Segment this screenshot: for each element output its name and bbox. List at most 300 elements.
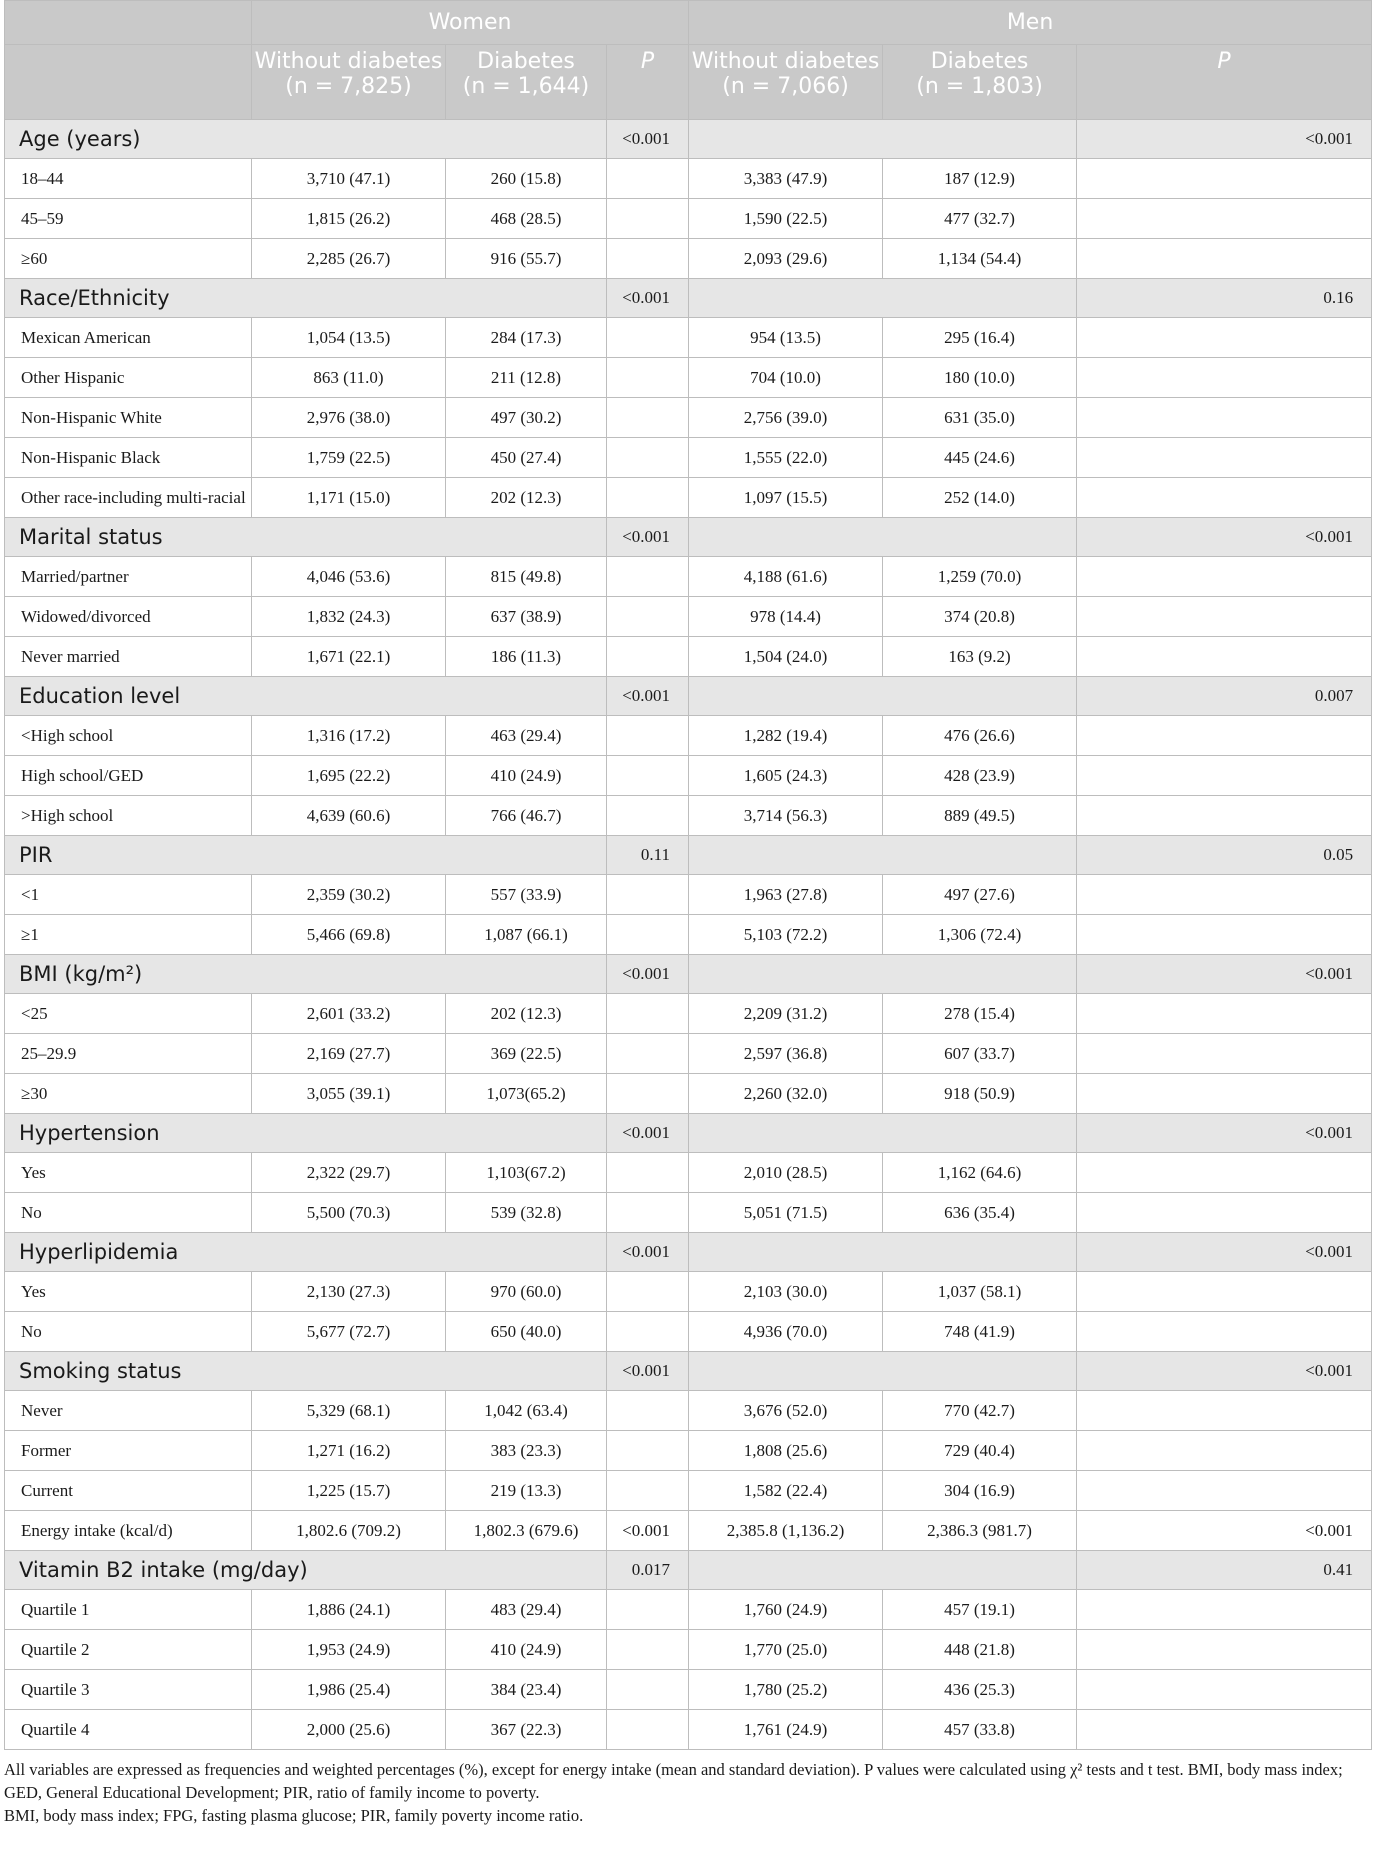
cell-women-p [607, 1710, 689, 1750]
row-label: Widowed/divorced [5, 597, 252, 637]
section-p-men: <0.001 [1077, 120, 1372, 159]
cell-women-diabetes: 450 (27.4) [446, 438, 607, 478]
cell-women-p [607, 1431, 689, 1471]
table-row [5, 358, 1372, 398]
cell-women-without-diabetes: 2,359 (30.2) [252, 875, 446, 915]
section-blank [689, 836, 1077, 875]
cell-men-diabetes: 770 (42.7) [883, 1391, 1077, 1431]
table-container [4, 0, 1371, 1750]
cell-men-diabetes: 2,386.3 (981.7) [883, 1511, 1077, 1551]
row-label: Non-Hispanic Black [5, 438, 252, 478]
row-label: 18–44 [5, 159, 252, 199]
cell-women-diabetes: 211 (12.8) [446, 358, 607, 398]
cell-men-p [1077, 1431, 1372, 1471]
cell-men-diabetes: 918 (50.9) [883, 1074, 1077, 1114]
header-label: Without diabetes [691, 49, 880, 74]
cell-men-diabetes: 889 (49.5) [883, 796, 1077, 836]
cell-men-without-diabetes: 2,209 (31.2) [689, 994, 883, 1034]
row-label: Current [5, 1471, 252, 1511]
table-row [5, 637, 1372, 677]
cell-men-p [1077, 1471, 1372, 1511]
cell-women-p [607, 597, 689, 637]
cell-women-diabetes: 384 (23.4) [446, 1670, 607, 1710]
cell-men-p [1077, 239, 1372, 279]
cell-men-without-diabetes: 3,383 (47.9) [689, 159, 883, 199]
cell-women-diabetes: 1,103(67.2) [446, 1153, 607, 1193]
cell-women-diabetes: 650 (40.0) [446, 1312, 607, 1352]
cell-men-p [1077, 597, 1372, 637]
cell-men-diabetes: 476 (26.6) [883, 716, 1077, 756]
cell-men-without-diabetes: 1,582 (22.4) [689, 1471, 883, 1511]
cell-women-p [607, 478, 689, 518]
row-label: Never [5, 1391, 252, 1431]
cell-men-without-diabetes: 1,760 (24.9) [689, 1590, 883, 1630]
cell-women-without-diabetes: 863 (11.0) [252, 358, 446, 398]
cell-men-without-diabetes: 4,188 (61.6) [689, 557, 883, 597]
table-row [5, 1710, 1372, 1750]
table-row [5, 796, 1372, 836]
cell-women-diabetes: 410 (24.9) [446, 1630, 607, 1670]
cell-men-p [1077, 1034, 1372, 1074]
table-row [5, 875, 1372, 915]
header-label: Without diabetes [254, 49, 443, 74]
section-p-women: 0.017 [607, 1551, 689, 1590]
section-p-men: <0.001 [1077, 1114, 1372, 1153]
cell-women-diabetes: 284 (17.3) [446, 318, 607, 358]
cell-women-diabetes: 916 (55.7) [446, 239, 607, 279]
table-row [5, 398, 1372, 438]
cell-women-without-diabetes: 3,055 (39.1) [252, 1074, 446, 1114]
section-label: Hypertension [5, 1114, 607, 1153]
table-row [5, 1074, 1372, 1114]
table-row [5, 756, 1372, 796]
cell-women-without-diabetes: 5,466 (69.8) [252, 915, 446, 955]
section-label: PIR [5, 836, 607, 875]
table-footnotes [4, 1758, 1371, 1827]
cell-women-without-diabetes: 1,953 (24.9) [252, 1630, 446, 1670]
table-row [5, 1193, 1372, 1233]
table-row [5, 199, 1372, 239]
table-row [5, 1312, 1372, 1352]
row-label: No [5, 1312, 252, 1352]
cell-men-without-diabetes: 3,714 (56.3) [689, 796, 883, 836]
section-p-men: <0.001 [1077, 518, 1372, 557]
table-row [5, 478, 1372, 518]
cell-men-p [1077, 637, 1372, 677]
cell-men-p [1077, 1153, 1372, 1193]
cell-women-without-diabetes: 1,759 (22.5) [252, 438, 446, 478]
cell-men-diabetes: 1,306 (72.4) [883, 915, 1077, 955]
table-row [5, 1034, 1372, 1074]
cell-women-diabetes: 637 (38.9) [446, 597, 607, 637]
cell-men-without-diabetes: 1,780 (25.2) [689, 1670, 883, 1710]
cell-women-diabetes: 1,042 (63.4) [446, 1391, 607, 1431]
header-label: Diabetes [477, 49, 575, 74]
section-blank [689, 955, 1077, 994]
cell-women-without-diabetes: 2,976 (38.0) [252, 398, 446, 438]
row-label: <High school [5, 716, 252, 756]
row-label: <25 [5, 994, 252, 1034]
table-row [5, 1670, 1372, 1710]
footnote-1: All variables are expressed as frequencies and weighted percentages (%), except for energy intake (mean and standard deviation). P values were calculated using χ² tests and t test. BMI, body mass index; GED, General Educational Development; PIR, ratio of family income to poverty. [4, 1760, 1343, 1802]
footnote-2: BMI, body mass index; FPG, fasting plasma glucose; PIR, family poverty income ratio. [4, 1806, 584, 1825]
cell-women-diabetes: 367 (22.3) [446, 1710, 607, 1750]
row-label: 25–29.9 [5, 1034, 252, 1074]
section-header-row [5, 120, 1372, 159]
table-row [5, 438, 1372, 478]
section-blank [689, 518, 1077, 557]
cell-women-without-diabetes: 1,171 (15.0) [252, 478, 446, 518]
section-header-row [5, 677, 1372, 716]
cell-women-diabetes: 202 (12.3) [446, 994, 607, 1034]
cell-men-without-diabetes: 1,761 (24.9) [689, 1710, 883, 1750]
row-label: No [5, 1193, 252, 1233]
row-label: ≥30 [5, 1074, 252, 1114]
cell-women-diabetes: 383 (23.3) [446, 1431, 607, 1471]
cell-men-diabetes: 180 (10.0) [883, 358, 1077, 398]
cell-women-without-diabetes: 5,677 (72.7) [252, 1312, 446, 1352]
table-row [5, 915, 1372, 955]
cell-women-without-diabetes: 2,130 (27.3) [252, 1272, 446, 1312]
section-blank [689, 677, 1077, 716]
cell-women-without-diabetes: 2,601 (33.2) [252, 994, 446, 1034]
cell-men-diabetes: 1,162 (64.6) [883, 1153, 1077, 1193]
section-header-row [5, 1352, 1372, 1391]
cell-men-without-diabetes: 5,051 (71.5) [689, 1193, 883, 1233]
cell-men-p [1077, 1670, 1372, 1710]
cell-men-p [1077, 1391, 1372, 1431]
cell-men-diabetes: 1,134 (54.4) [883, 239, 1077, 279]
cell-men-p [1077, 796, 1372, 836]
table-row [5, 239, 1372, 279]
table-row [5, 994, 1372, 1034]
section-p-men: <0.001 [1077, 955, 1372, 994]
section-p-men: <0.001 [1077, 1352, 1372, 1391]
cell-women-p [607, 159, 689, 199]
cell-men-diabetes: 187 (12.9) [883, 159, 1077, 199]
header-men: Men [689, 1, 1372, 45]
cell-women-without-diabetes: 1,986 (25.4) [252, 1670, 446, 1710]
header-men-without-diabetes [689, 45, 883, 120]
section-p-women: <0.001 [607, 955, 689, 994]
cell-men-without-diabetes: 1,590 (22.5) [689, 199, 883, 239]
section-header-row [5, 836, 1372, 875]
row-label: Energy intake (kcal/d) [5, 1511, 252, 1551]
table-row [5, 1630, 1372, 1670]
section-p-women: <0.001 [607, 518, 689, 557]
cell-men-without-diabetes: 1,555 (22.0) [689, 438, 883, 478]
cell-women-p [607, 239, 689, 279]
cell-men-p [1077, 398, 1372, 438]
section-p-women: <0.001 [607, 1352, 689, 1391]
cell-men-diabetes: 163 (9.2) [883, 637, 1077, 677]
section-blank [689, 1233, 1077, 1272]
cell-women-diabetes: 1,087 (66.1) [446, 915, 607, 955]
section-p-women: <0.001 [607, 279, 689, 318]
cell-women-without-diabetes: 1,695 (22.2) [252, 756, 446, 796]
row-label: Other Hispanic [5, 358, 252, 398]
row-label: ≥1 [5, 915, 252, 955]
header-n: (n = 7,825) [285, 74, 412, 99]
section-p-men: 0.41 [1077, 1551, 1372, 1590]
cell-women-diabetes: 369 (22.5) [446, 1034, 607, 1074]
section-header-row [5, 1233, 1372, 1272]
cell-women-p [607, 1074, 689, 1114]
section-label: BMI (kg/m²) [5, 955, 607, 994]
cell-women-without-diabetes: 5,329 (68.1) [252, 1391, 446, 1431]
cell-men-p [1077, 1272, 1372, 1312]
table-row [5, 557, 1372, 597]
cell-women-p [607, 1391, 689, 1431]
section-label: Vitamin B2 intake (mg/day) [5, 1551, 607, 1590]
cell-women-without-diabetes: 1,316 (17.2) [252, 716, 446, 756]
cell-men-without-diabetes: 4,936 (70.0) [689, 1312, 883, 1352]
cell-women-diabetes: 557 (33.9) [446, 875, 607, 915]
section-blank [689, 1352, 1077, 1391]
cell-women-without-diabetes: 2,285 (26.7) [252, 239, 446, 279]
cell-women-diabetes: 410 (24.9) [446, 756, 607, 796]
cell-women-diabetes: 1,802.3 (679.6) [446, 1511, 607, 1551]
cell-men-diabetes: 457 (33.8) [883, 1710, 1077, 1750]
section-label: Age (years) [5, 120, 607, 159]
cell-men-without-diabetes: 2,756 (39.0) [689, 398, 883, 438]
table-row [5, 1511, 1372, 1551]
section-p-men: 0.007 [1077, 677, 1372, 716]
cell-women-without-diabetes: 1,832 (24.3) [252, 597, 446, 637]
cell-men-diabetes: 477 (32.7) [883, 199, 1077, 239]
table-row [5, 1153, 1372, 1193]
section-p-women: <0.001 [607, 1114, 689, 1153]
cell-women-without-diabetes: 1,054 (13.5) [252, 318, 446, 358]
header-n: (n = 1,644) [462, 74, 590, 99]
cell-women-p [607, 716, 689, 756]
section-p-women: <0.001 [607, 677, 689, 716]
cell-men-p [1077, 1074, 1372, 1114]
row-label: Quartile 1 [5, 1590, 252, 1630]
cell-women-diabetes: 202 (12.3) [446, 478, 607, 518]
cell-women-without-diabetes: 1,886 (24.1) [252, 1590, 446, 1630]
cell-men-diabetes: 278 (15.4) [883, 994, 1077, 1034]
cell-men-without-diabetes: 2,385.8 (1,136.2) [689, 1511, 883, 1551]
cell-women-p [607, 915, 689, 955]
cell-men-p [1077, 875, 1372, 915]
cell-women-diabetes: 539 (32.8) [446, 1193, 607, 1233]
cell-men-without-diabetes: 1,504 (24.0) [689, 637, 883, 677]
cell-men-without-diabetes: 1,097 (15.5) [689, 478, 883, 518]
cell-men-diabetes: 457 (19.1) [883, 1590, 1077, 1630]
cell-women-without-diabetes: 2,169 (27.7) [252, 1034, 446, 1074]
cell-women-p [607, 318, 689, 358]
cell-men-without-diabetes: 1,770 (25.0) [689, 1630, 883, 1670]
cell-women-diabetes: 219 (13.3) [446, 1471, 607, 1511]
header-women: Women [252, 1, 689, 45]
cell-women-diabetes: 815 (49.8) [446, 557, 607, 597]
cell-men-p [1077, 1193, 1372, 1233]
header-n: (n = 7,066) [722, 74, 849, 99]
cell-women-without-diabetes: 3,710 (47.1) [252, 159, 446, 199]
cell-men-diabetes: 436 (25.3) [883, 1670, 1077, 1710]
cell-women-p [607, 796, 689, 836]
section-header-row [5, 518, 1372, 557]
row-label: Married/partner [5, 557, 252, 597]
cell-men-without-diabetes: 1,808 (25.6) [689, 1431, 883, 1471]
cell-women-p [607, 1670, 689, 1710]
cell-women-without-diabetes: 1,225 (15.7) [252, 1471, 446, 1511]
cell-men-without-diabetes: 704 (10.0) [689, 358, 883, 398]
section-blank [689, 279, 1077, 318]
row-label: Mexican American [5, 318, 252, 358]
cell-women-p [607, 875, 689, 915]
section-blank [689, 120, 1077, 159]
cell-men-p [1077, 994, 1372, 1034]
cell-women-without-diabetes: 4,046 (53.6) [252, 557, 446, 597]
header-row-columns [5, 45, 1372, 120]
cell-men-diabetes: 497 (27.6) [883, 875, 1077, 915]
cell-men-diabetes: 304 (16.9) [883, 1471, 1077, 1511]
cell-women-diabetes: 483 (29.4) [446, 1590, 607, 1630]
row-label: >High school [5, 796, 252, 836]
section-p-women: <0.001 [607, 1233, 689, 1272]
cell-men-p [1077, 478, 1372, 518]
row-label: High school/GED [5, 756, 252, 796]
table-row [5, 159, 1372, 199]
cell-women-p [607, 1193, 689, 1233]
cell-women-without-diabetes: 2,000 (25.6) [252, 1710, 446, 1750]
cell-women-diabetes: 186 (11.3) [446, 637, 607, 677]
cell-women-without-diabetes: 1,271 (16.2) [252, 1431, 446, 1471]
table-row [5, 1471, 1372, 1511]
section-header-row [5, 1114, 1372, 1153]
row-label: Yes [5, 1272, 252, 1312]
cell-women-p [607, 557, 689, 597]
cell-men-diabetes: 748 (41.9) [883, 1312, 1077, 1352]
cell-women-p [607, 438, 689, 478]
section-p-women: <0.001 [607, 120, 689, 159]
cell-women-without-diabetes: 1,671 (22.1) [252, 637, 446, 677]
cell-men-diabetes: 252 (14.0) [883, 478, 1077, 518]
row-label: Quartile 2 [5, 1630, 252, 1670]
cell-men-p [1077, 557, 1372, 597]
cell-women-diabetes: 1,073(65.2) [446, 1074, 607, 1114]
cell-men-p [1077, 716, 1372, 756]
cell-women-p [607, 199, 689, 239]
cell-men-diabetes: 295 (16.4) [883, 318, 1077, 358]
section-label: Hyperlipidemia [5, 1233, 607, 1272]
cell-men-p [1077, 438, 1372, 478]
cell-men-p [1077, 1590, 1372, 1630]
header-men-diabetes [883, 45, 1077, 120]
cell-women-p [607, 756, 689, 796]
cell-men-p [1077, 756, 1372, 796]
table-row [5, 1431, 1372, 1471]
row-label: ≥60 [5, 239, 252, 279]
cell-men-diabetes: 374 (20.8) [883, 597, 1077, 637]
cell-men-without-diabetes: 1,282 (19.4) [689, 716, 883, 756]
cell-men-p [1077, 915, 1372, 955]
cell-women-without-diabetes: 5,500 (70.3) [252, 1193, 446, 1233]
row-label: 45–59 [5, 199, 252, 239]
section-label: Education level [5, 677, 607, 716]
cell-men-diabetes: 428 (23.9) [883, 756, 1077, 796]
cell-men-without-diabetes: 978 (14.4) [689, 597, 883, 637]
header-blank-2 [5, 45, 252, 120]
table-row [5, 597, 1372, 637]
cell-women-p [607, 1272, 689, 1312]
header-n: (n = 1,803) [916, 74, 1043, 99]
cell-men-without-diabetes: 2,103 (30.0) [689, 1272, 883, 1312]
cell-men-without-diabetes: 5,103 (72.2) [689, 915, 883, 955]
table-row [5, 1272, 1372, 1312]
cell-women-diabetes: 260 (15.8) [446, 159, 607, 199]
cell-men-diabetes: 607 (33.7) [883, 1034, 1077, 1074]
row-label: Other race-including multi-racial [5, 478, 252, 518]
cell-men-diabetes: 445 (24.6) [883, 438, 1077, 478]
cell-men-diabetes: 636 (35.4) [883, 1193, 1077, 1233]
cell-men-without-diabetes: 2,260 (32.0) [689, 1074, 883, 1114]
cell-women-p [607, 1471, 689, 1511]
table-row [5, 1391, 1372, 1431]
section-blank [689, 1551, 1077, 1590]
cell-women-p [607, 1630, 689, 1670]
cell-women-p [607, 994, 689, 1034]
header-blank [5, 1, 252, 45]
cell-women-without-diabetes: 1,815 (26.2) [252, 199, 446, 239]
table-row [5, 318, 1372, 358]
section-label: Race/Ethnicity [5, 279, 607, 318]
cell-women-p [607, 1312, 689, 1352]
cell-men-p [1077, 1710, 1372, 1750]
cell-women-p [607, 1034, 689, 1074]
cell-women-p [607, 637, 689, 677]
cell-women-p [607, 1590, 689, 1630]
section-p-men: <0.001 [1077, 1233, 1372, 1272]
cell-women-without-diabetes: 4,639 (60.6) [252, 796, 446, 836]
header-women-diabetes [446, 45, 607, 120]
cell-men-without-diabetes: 954 (13.5) [689, 318, 883, 358]
row-label: Yes [5, 1153, 252, 1193]
cell-men-diabetes: 448 (21.8) [883, 1630, 1077, 1670]
cell-men-diabetes: 1,037 (58.1) [883, 1272, 1077, 1312]
cell-men-without-diabetes: 1,963 (27.8) [689, 875, 883, 915]
cell-men-without-diabetes: 2,010 (28.5) [689, 1153, 883, 1193]
cell-men-p [1077, 1630, 1372, 1670]
header-label: Diabetes [930, 49, 1029, 74]
header-men-p: P [1077, 45, 1372, 120]
row-label: <1 [5, 875, 252, 915]
cell-men-p [1077, 318, 1372, 358]
row-label: Never married [5, 637, 252, 677]
table-row [5, 716, 1372, 756]
section-header-row [5, 955, 1372, 994]
cell-women-without-diabetes: 2,322 (29.7) [252, 1153, 446, 1193]
cell-women-p [607, 398, 689, 438]
row-label: Quartile 4 [5, 1710, 252, 1750]
cell-men-p [1077, 199, 1372, 239]
cell-men-without-diabetes: 1,605 (24.3) [689, 756, 883, 796]
section-blank [689, 1114, 1077, 1153]
section-p-men: 0.05 [1077, 836, 1372, 875]
header-row-groups [5, 1, 1372, 45]
cell-women-diabetes: 497 (30.2) [446, 398, 607, 438]
cell-men-diabetes: 1,259 (70.0) [883, 557, 1077, 597]
cell-women-p [607, 1153, 689, 1193]
cell-women-p [607, 358, 689, 398]
section-label: Smoking status [5, 1352, 607, 1391]
row-label: Non-Hispanic White [5, 398, 252, 438]
cell-men-without-diabetes: 3,676 (52.0) [689, 1391, 883, 1431]
row-label: Former [5, 1431, 252, 1471]
row-label: Quartile 3 [5, 1670, 252, 1710]
